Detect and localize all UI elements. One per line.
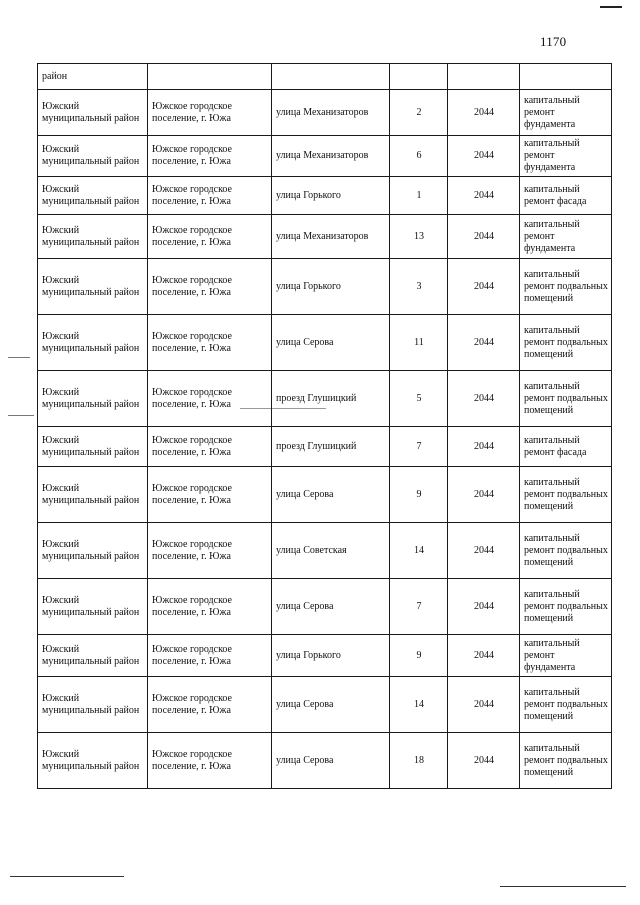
cell-year: 2044 xyxy=(448,177,520,215)
cell-district: Южский муниципальный район xyxy=(38,733,148,789)
footnote-rule xyxy=(10,876,124,877)
cell-house-number: 11 xyxy=(390,315,448,371)
table-body xyxy=(38,64,612,789)
table-row xyxy=(38,371,612,427)
table-row xyxy=(38,90,612,136)
table-row xyxy=(38,677,612,733)
footer-rule xyxy=(500,886,626,887)
cell-settlement: Южское городское поселение, г. Южа xyxy=(148,315,272,371)
cell-street: улица Серова xyxy=(272,733,390,789)
cell-street: проезд Глушицкий xyxy=(272,427,390,467)
cell-house-number: 9 xyxy=(390,467,448,523)
cell-district: Южский муниципальный район xyxy=(38,136,148,177)
cell-settlement: Южское городское поселение, г. Южа xyxy=(148,427,272,467)
cell-work-type: капитальный ремонт фасада xyxy=(520,177,612,215)
cell-street xyxy=(272,64,390,90)
cell-settlement: Южское городское поселение, г. Южа xyxy=(148,371,272,427)
table-row xyxy=(38,467,612,523)
cell-work-type xyxy=(520,64,612,90)
cell-street: улица Механизаторов xyxy=(272,90,390,136)
cell-district: Южский муниципальный район xyxy=(38,371,148,427)
cell-year xyxy=(448,64,520,90)
corner-scan-mark xyxy=(600,6,622,8)
cell-year: 2044 xyxy=(448,371,520,427)
cell-district: район xyxy=(38,64,148,90)
scan-artifact-line xyxy=(8,357,30,358)
cell-house-number: 7 xyxy=(390,579,448,635)
cell-street: улица Серова xyxy=(272,315,390,371)
cell-settlement: Южское городское поселение, г. Южа xyxy=(148,733,272,789)
cell-street: улица Механизаторов xyxy=(272,215,390,259)
cell-house-number: 14 xyxy=(390,523,448,579)
cell-district: Южский муниципальный район xyxy=(38,579,148,635)
cell-district: Южский муниципальный район xyxy=(38,427,148,467)
table-row xyxy=(38,136,612,177)
cell-street: улица Горького xyxy=(272,177,390,215)
cell-house-number: 13 xyxy=(390,215,448,259)
cell-settlement: Южское городское поселение, г. Южа xyxy=(148,579,272,635)
cell-work-type: капитальный ремонт подвальных помещений xyxy=(520,259,612,315)
cell-district: Южский муниципальный район xyxy=(38,523,148,579)
cell-year: 2044 xyxy=(448,215,520,259)
scan-artifact-line xyxy=(8,415,34,416)
cell-year: 2044 xyxy=(448,733,520,789)
cell-district: Южский муниципальный район xyxy=(38,259,148,315)
cell-street: улица Механизаторов xyxy=(272,136,390,177)
table-row xyxy=(38,315,612,371)
cell-work-type: капитальный ремонт подвальных помещений xyxy=(520,677,612,733)
cell-settlement: Южское городское поселение, г. Южа xyxy=(148,259,272,315)
cell-house-number: 2 xyxy=(390,90,448,136)
cell-year: 2044 xyxy=(448,523,520,579)
cell-year: 2044 xyxy=(448,259,520,315)
cell-year: 2044 xyxy=(448,136,520,177)
cell-house-number: 1 xyxy=(390,177,448,215)
table-row xyxy=(38,733,612,789)
page-number: 1170 xyxy=(540,34,567,49)
repair-schedule-table xyxy=(37,63,612,789)
cell-year: 2044 xyxy=(448,677,520,733)
cell-street: проезд Глушицкий xyxy=(272,371,390,427)
cell-district: Южский муниципальный район xyxy=(38,215,148,259)
cell-district: Южский муниципальный район xyxy=(38,467,148,523)
table-row xyxy=(38,215,612,259)
table-row xyxy=(38,427,612,467)
cell-house-number: 18 xyxy=(390,733,448,789)
cell-settlement: Южское городское поселение, г. Южа xyxy=(148,215,272,259)
cell-work-type: капитальный ремонт фундамента xyxy=(520,136,612,177)
cell-work-type: капитальный ремонт фундамента xyxy=(520,215,612,259)
cell-house-number: 7 xyxy=(390,427,448,467)
cell-settlement: Южское городское поселение, г. Южа xyxy=(148,635,272,677)
cell-district: Южский муниципальный район xyxy=(38,677,148,733)
cell-work-type: капитальный ремонт подвальных помещений xyxy=(520,371,612,427)
cell-street: улица Горького xyxy=(272,259,390,315)
cell-year: 2044 xyxy=(448,427,520,467)
cell-house-number: 9 xyxy=(390,635,448,677)
cell-year: 2044 xyxy=(448,467,520,523)
cell-street: улица Серова xyxy=(272,677,390,733)
cell-house-number xyxy=(390,64,448,90)
cell-street: улица Серова xyxy=(272,467,390,523)
cell-year: 2044 xyxy=(448,635,520,677)
cell-settlement: Южское городское поселение, г. Южа xyxy=(148,467,272,523)
table-row xyxy=(38,635,612,677)
table-row xyxy=(38,177,612,215)
table-row xyxy=(38,259,612,315)
cell-district: Южский муниципальный район xyxy=(38,635,148,677)
cell-settlement: Южское городское поселение, г. Южа xyxy=(148,90,272,136)
cell-work-type: капитальный ремонт фундамента xyxy=(520,635,612,677)
cell-house-number: 14 xyxy=(390,677,448,733)
table-row xyxy=(38,579,612,635)
cell-settlement: Южское городское поселение, г. Южа xyxy=(148,523,272,579)
cell-work-type: капитальный ремонт фундамента xyxy=(520,90,612,136)
cell-district: Южский муниципальный район xyxy=(38,90,148,136)
cell-settlement: Южское городское поселение, г. Южа xyxy=(148,136,272,177)
cell-street: улица Серова xyxy=(272,579,390,635)
cell-house-number: 6 xyxy=(390,136,448,177)
cell-settlement xyxy=(148,64,272,90)
cell-work-type: капитальный ремонт подвальных помещений xyxy=(520,467,612,523)
cell-district: Южский муниципальный район xyxy=(38,315,148,371)
cell-work-type: капитальный ремонт фасада xyxy=(520,427,612,467)
cell-work-type: капитальный ремонт подвальных помещений xyxy=(520,523,612,579)
cell-district: Южский муниципальный район xyxy=(38,177,148,215)
cell-year: 2044 xyxy=(448,315,520,371)
cell-work-type: капитальный ремонт подвальных помещений xyxy=(520,579,612,635)
cell-settlement: Южское городское поселение, г. Южа xyxy=(148,177,272,215)
cell-work-type: капитальный ремонт подвальных помещений xyxy=(520,315,612,371)
table-row xyxy=(38,523,612,579)
cell-street: улица Советская xyxy=(272,523,390,579)
cell-street: улица Горького xyxy=(272,635,390,677)
cell-house-number: 5 xyxy=(390,371,448,427)
cell-house-number: 3 xyxy=(390,259,448,315)
cell-year: 2044 xyxy=(448,90,520,136)
cell-settlement: Южское городское поселение, г. Южа xyxy=(148,677,272,733)
cell-year: 2044 xyxy=(448,579,520,635)
table-row-continuation xyxy=(38,64,612,90)
cell-work-type: капитальный ремонт подвальных помещений xyxy=(520,733,612,789)
